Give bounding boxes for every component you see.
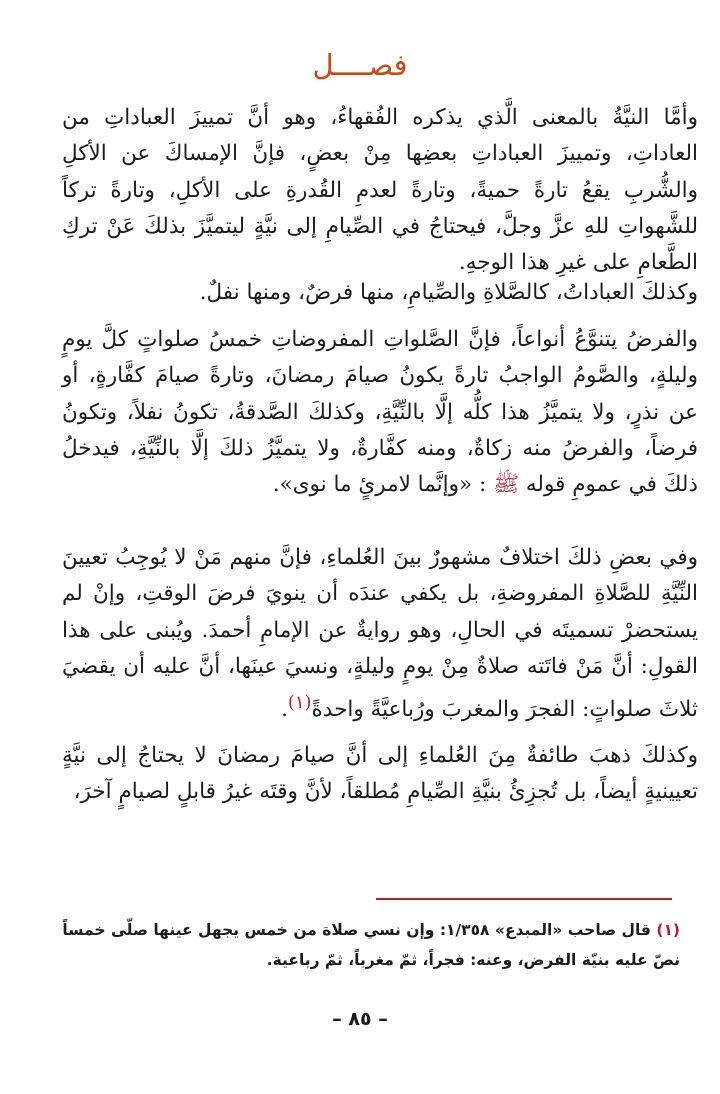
paragraph-ramadan-fasting: وكذلكَ ذهبَ طائفةٌ مِنَ العُلماءِ إلى أنَّ صيامَ رمضانَ لا يحتاجُ إلى نيَّةٍ تعيينيةٍ أيضاً، بل تُجزِئُ بنيَّةِ الصِّيامِ مُطلقاً، لأنَّ وقتَه غيرُ قابلٍ لصيامٍ آخرَ، [62,743,698,805]
page-number: – ٨٥ – [332,1008,388,1030]
paragraph-obligations [62,322,698,503]
paragraph-disagreement-end: . [281,697,288,723]
footnote-reference[interactable]: (١) [287,692,312,714]
hadith-quote: : «وإنَّما لامرئٍ ما نوى». [272,472,487,498]
section-heading-text: فصــــل [312,48,408,82]
paragraph-worship-types: وكذلكَ العباداتُ، كالصَّلاةِ والصِّيامِ، منها فرضٌ، ومنها نفلٌ. [199,280,698,305]
prophet-salutation-glyph: ﷺ [493,472,520,498]
paragraph-obligations-text: والفرضُ يتنوَّعُ أنواعاً، فإنَّ الصَّلواتِ المفروضاتِ خمسُ صلواتٍ كلَّ يومٍ وليلةٍ، والصَّومُ الواجبُ تارةً يكونُ صيامَ رمضانَ، وتارةً صيامَ كفَّارةٍ، أو عن نذرٍ، ولا يتميَّزُ هذا كلُّه إلَّا بالنِّيَّةِ، وكذلكَ الصَّدقةُ، تكونُ نفلاً، وتكونُ فرضاً، والفرضُ منه زكاةٌ، ومنه كفَّارةٌ، ولا يتميَّزُ ذلكَ إلَّا بالنِّيَّةِ، فيدخلُ ذلكَ في عمومِ قوله [62,327,698,498]
footnote-divider [376,898,672,900]
paragraph-scholarly-disagreement [62,540,698,729]
paragraph-disagreement-text: وفي بعضِ ذلكَ اختلافٌ مشهورٌ بينَ العُلماءِ، فإنَّ منهم مَنْ لا يُوجِبُ تعيينَ النِّيَّةِ للصَّلاةِ المفروضةِ، بل يكفي عندَه أن ينويَ فرضَ الوقتِ، وإنْ لم يستحضرْ تسميتَه في الحالِ، وهو روايةٌ عن الإمامِ أحمدَ. ويُبنى على هذا القولِ: أنَّ مَنْ فاتَته صلاةٌ مِنْ يومٍ وليلةٍ، ونسيَ عينَها، أنَّ عليه أن يقضيَ ثلاثَ صلواتٍ: الفجرَ والمغربَ ورُباعيَّةً واحدةً [62,545,698,723]
section-heading [0,40,720,90]
footnote [60,915,680,975]
paragraph-intention-meaning: وأمَّا النيَّةُ بالمعنى الَّذي يذكره الفُقهاءُ، وهو أنَّ تمييزَ العباداتِ من العاداتِ، وتمييزَ العباداتِ بعضِها مِنْ بعضٍ، فإنَّ الإمساكَ عن الأكلِ والشُّربِ يقعُ تارةً حميةً، وتارةً لعدمِ القُدرةِ على الأكلِ، وتارةً تركاً للشَّهواتِ للهِ عزَّ وجلَّ، فيحتاجُ في الصِّيامِ إلى نيَّةٍ ليتميَّزَ بذلكَ عَنْ تركِ الطَّعامِ على غيرِ هذا الوجهِ. [62,105,698,276]
footnote-text: قال صاحب «المبدع» ١/٣٥٨: وإن نسي صلاة من خمس يجهل عينها صلّى خمساً نصّ عليه بنيّة الفرض، وعنه: فجراً، ثمّ مغرباً، ثمّ رباعية. [62,921,680,969]
footnote-marker: (١) [656,921,680,939]
